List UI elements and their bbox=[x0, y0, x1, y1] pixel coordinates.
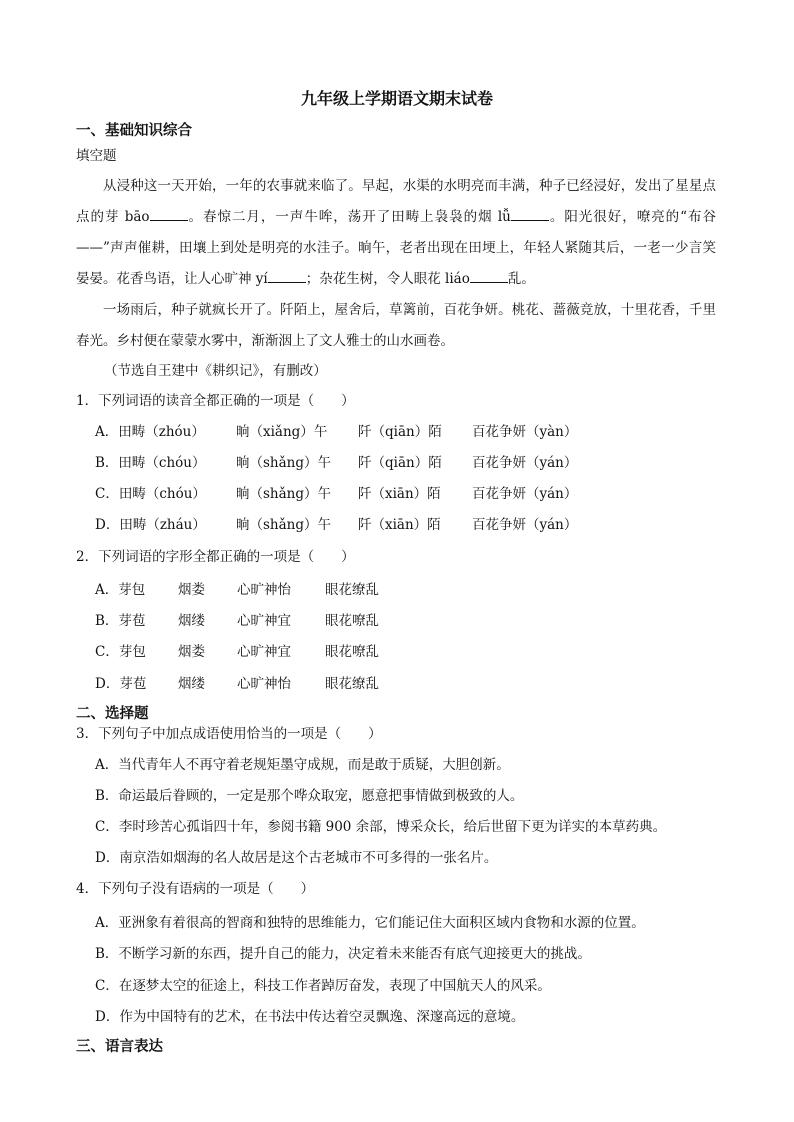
question-2-stem: 2．下列词语的字形全都正确的一项是（ ） bbox=[76, 549, 355, 565]
passage-paragraph-2: 一场雨后，种子就疯长开了。阡陌上，屋舍后，草篱前，百花争妍。桃花、蔷薇竞放，十里花香，千里春光。乡村便在蒙蒙水雾中，渐渐洇上了文人雅士的山水画卷。 bbox=[76, 302, 716, 349]
passage-paragraph-1: 从浸种这一天开始，一年的农事就来临了。早起，水渠的水明亮而丰满，种子已经浸好，发出了星星点点的芽 bāo 。春惊二月，一声牛哞，荡开了田畴上袅袅的烟 lǚ 。阳光很好，嘹亮的“布谷——”声声催耕，田壤上到处是明亮的水洼子。晌午，老者出现在田埂上，年轻人紧随其后，一老一少言笑晏晏。花香鸟语，让人心旷神 yí ；杂花生树，令人眼花 liáo 乱。 bbox=[76, 178, 717, 287]
question-4-option-d[interactable]: D．作为中国特有的艺术，在书法中传达着空灵飘逸、深邃高远的意境。 bbox=[95, 1009, 525, 1025]
question-4-option-b[interactable]: B．不断学习新的东西，提升自己的能力，决定着未来能否有底气迎接更大的挑战。 bbox=[95, 946, 591, 962]
question-3-option-b[interactable]: B．命运最后眷顾的，一定是那个哗众取宠，愿意把事情做到极致的人。 bbox=[95, 788, 524, 804]
page-title: 九年级上学期语文期末试卷 bbox=[300, 89, 493, 108]
section-heading-expression: 三、语言表达 bbox=[76, 1039, 163, 1055]
question-3-option-c[interactable]: C．李时珍苦心孤诣四十年，参阅书籍 900 余部，博采众长，给后世留下更为详实的本草药典。 bbox=[95, 819, 667, 835]
answer-blank[interactable] bbox=[511, 206, 549, 221]
question-4-option-a[interactable]: A．亚洲象有着很高的智商和独特的思维能力，它们能记住大面积区域内食物和水源的位置。 bbox=[95, 915, 645, 931]
exam-page: 九年级上学期语文期末试卷 一、基础知识综合 填空题 从浸种这一天开始，一年的农事就来临了。早起，水渠的水明亮而丰满，种子已经浸好，发出了星星点点的芽 bāo 。春惊二月，一声牛哞，荡开了田畴上袅袅的烟 lǚ 。阳光很好，嘹亮的“布谷——”声声催耕，田壤上到处是明亮的水洼子。晌午，老者出现在田埂上，年轻人紧随其后，一老一少言笑晏晏。花香鸟语，让人心旷神 yí ；杂花生树，令人眼花 liáo 乱。 一场雨后，种子就疯长开了。阡陌上，屋舍后，草篱前，百花争妍。桃花、蔷薇竞放，十里花香，千里春光。乡村便在蒙蒙水雾中，渐渐洇上了文人雅士的山水画卷。 （节选自王建中《耕织记》，有删改） 1．下列词语的读音全都正确的一项是（ ） A．田畴（zhóu） 晌（xiǎng）午 阡（qiān）陌 百花争妍（yàn） B．田畴（chóu） 晌（shǎng）午 阡（qiān）陌 百花争妍（yán） C．田畴（chóu） 晌（shǎng）午 阡（xiān）陌 百花争妍（yán） D．田畴（zháu） 晌（shǎng）午 阡（xiān）陌 百花争妍（yán） 2．下列词语的字形全都正确的一项是（ ） A．芽包 烟娄 心旷神怡 眼花缭乱 B．芽苞 烟缕 心旷神宜 眼花嘹乱 C．芽包 烟娄 心旷神宜 眼花嘹乱 D．芽苞 烟缕 心旷神怡 眼花缭乱 二、选择题 3．下列句子中加点成语使用恰当的一项是（ ） A．当代青年人不再守着老规矩墨守成规，而是敢于质疑，大胆创新。 B．命运最后眷顾的，一定是那个哗众取宠，愿意把事情做到极致的人。 C．李时珍苦心孤诣四十年，参阅书籍 900 余部，博采众长，给后世留下更为详实的本草药典。 D．南京浩如烟海的名人故居是这个古老城市不可多得的一张名片。 4．下列句子没有语病的一项是（ ） A．亚洲象有着很高的智商和独特的思维能力，它们能记住大面积区域内食物和水源的位置。 B．不断学习新的东西，提升自己的能力，决定着未来能否有底气迎接更大的挑战。 C．在逐梦太空的征途上，科技工作者踔厉奋发，表现了中国航天人的风采。 D．作为中国特有的艺术，在书法中传达着空灵飘逸、深邃高远的意境。 三、语言表达 bbox=[0, 0, 794, 1122]
question-1-stem: 1．下列词语的读音全都正确的一项是（ ） bbox=[76, 393, 355, 409]
answer-blank[interactable] bbox=[268, 268, 306, 283]
question-4-option-c[interactable]: C．在逐梦太空的征途上，科技工作者踔厉奋发，表现了中国航天人的风采。 bbox=[95, 978, 551, 994]
answer-blank[interactable] bbox=[150, 206, 188, 221]
answer-blank[interactable] bbox=[470, 268, 508, 283]
section-heading-choice: 二、选择题 bbox=[76, 706, 149, 722]
question-type-label: 填空题 bbox=[76, 148, 117, 164]
question-3-option-a[interactable]: A．当代青年人不再守着老规矩墨守成规，而是敢于质疑，大胆创新。 bbox=[95, 757, 510, 773]
question-3-stem: 3．下列句子中加点成语使用恰当的一项是（ ） bbox=[76, 726, 382, 742]
reading-passage bbox=[76, 171, 716, 357]
question-4-stem: 4．下列句子没有语病的一项是（ ） bbox=[76, 881, 315, 897]
section-heading-basics: 一、基础知识综合 bbox=[76, 123, 192, 139]
passage-source: （节选自王建中《耕织记》，有删改） bbox=[104, 363, 327, 379]
question-3-option-d[interactable]: D．南京浩如烟海的名人故居是这个古老城市不可多得的一张名片。 bbox=[95, 850, 498, 866]
